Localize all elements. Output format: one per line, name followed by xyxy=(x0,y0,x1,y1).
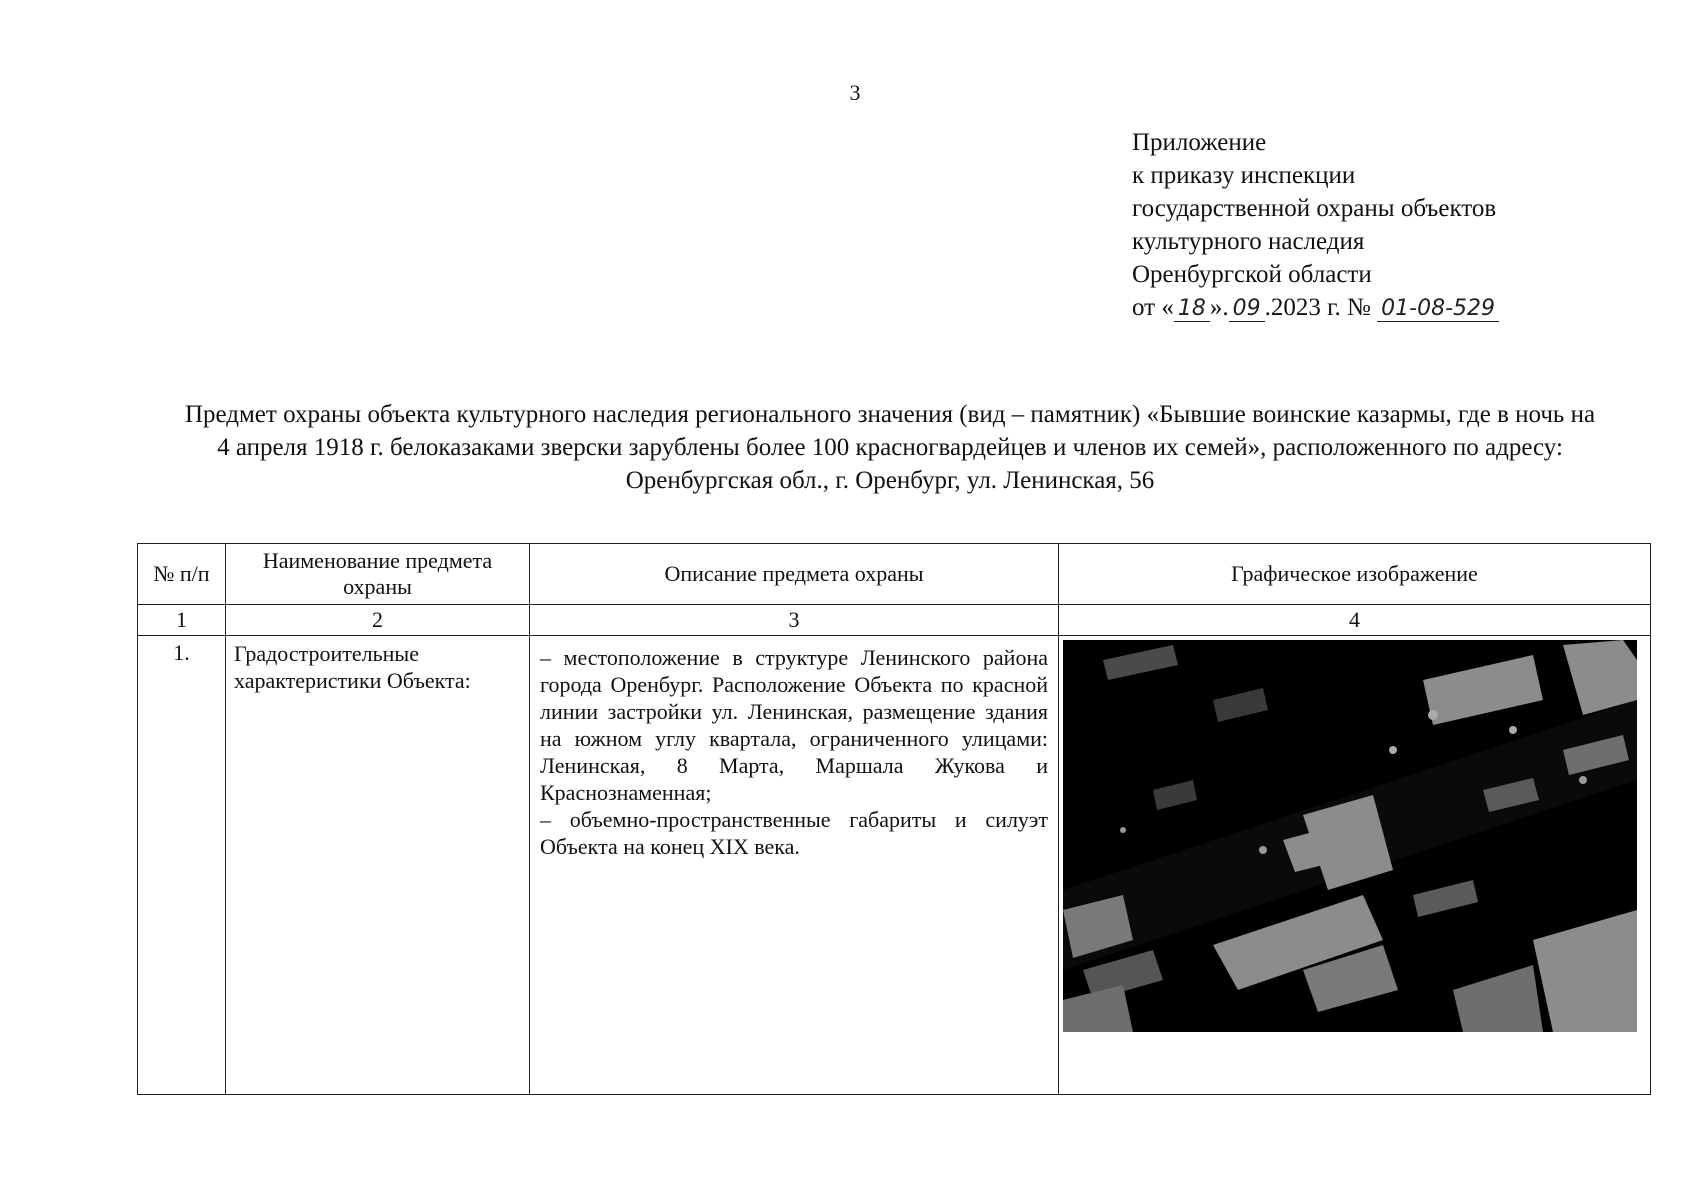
column-number-row xyxy=(138,605,1651,636)
appendix-date-line xyxy=(1132,291,1499,324)
table-row xyxy=(138,636,1651,1095)
protection-table xyxy=(137,543,1651,1095)
appendix-line: Приложение xyxy=(1132,129,1267,156)
aerial-map-image xyxy=(1063,640,1637,1032)
row-name: Градостроительные характеристики Объекта: xyxy=(226,636,530,1095)
appendix-line: государственной охраны объектов xyxy=(1132,195,1497,222)
row-description xyxy=(530,636,1059,1095)
column-number: 2 xyxy=(226,605,530,636)
row-image-cell xyxy=(1059,636,1651,1095)
header-name: Наименование предмета охраны xyxy=(226,544,530,605)
date-separator: ». xyxy=(1209,294,1229,321)
date-prefix: от « xyxy=(1132,294,1174,321)
appendix-line: к приказу инспекции xyxy=(1132,162,1356,189)
column-number: 4 xyxy=(1059,605,1651,636)
header-num: № п/п xyxy=(138,544,226,605)
column-number: 1 xyxy=(138,605,226,636)
header-description: Описание предмета охраны xyxy=(530,544,1059,605)
header-image: Графическое изображение xyxy=(1059,544,1651,605)
handwritten-month: 09 xyxy=(1229,297,1265,322)
description-paragraph: – объемно-пространственные габариты и силуэт Объекта на конец XIX века. xyxy=(540,807,1048,859)
column-number: 3 xyxy=(530,605,1059,636)
table-header-row xyxy=(138,544,1651,605)
page-number: 3 xyxy=(849,80,861,105)
row-number: 1. xyxy=(138,636,226,1095)
handwritten-order-number: 01-08-529 xyxy=(1377,297,1499,322)
handwritten-day: 18 xyxy=(1174,297,1210,322)
appendix-line: культурного наследия xyxy=(1132,228,1365,255)
appendix-block xyxy=(1132,126,1499,324)
appendix-line: Оренбургской области xyxy=(1132,261,1372,288)
document-title: Предмет охраны объекта культурного наследия регионального значения (вид – памятник) «Бывшие воинские казармы, где в ночь на 4 апреля 1918 г. белоказаками зверски зарублены более 100 красногвардейцев и членов их семей», расположенного по адресу: Оренбургская обл., г. Оренбург, ул. Ленинская, 56 xyxy=(184,401,1596,494)
date-year: .2023 г. № xyxy=(1264,294,1371,321)
description-paragraph: – местоположение в структуре Ленинского района города Оренбург. Расположение Объекта по красной линии застройки ул. Ленинская, размещение здания на южном углу квартала, ограниченного улицами: Ленинская, 8 Марта, Маршала Жукова и Краснознаменная; xyxy=(540,645,1048,805)
